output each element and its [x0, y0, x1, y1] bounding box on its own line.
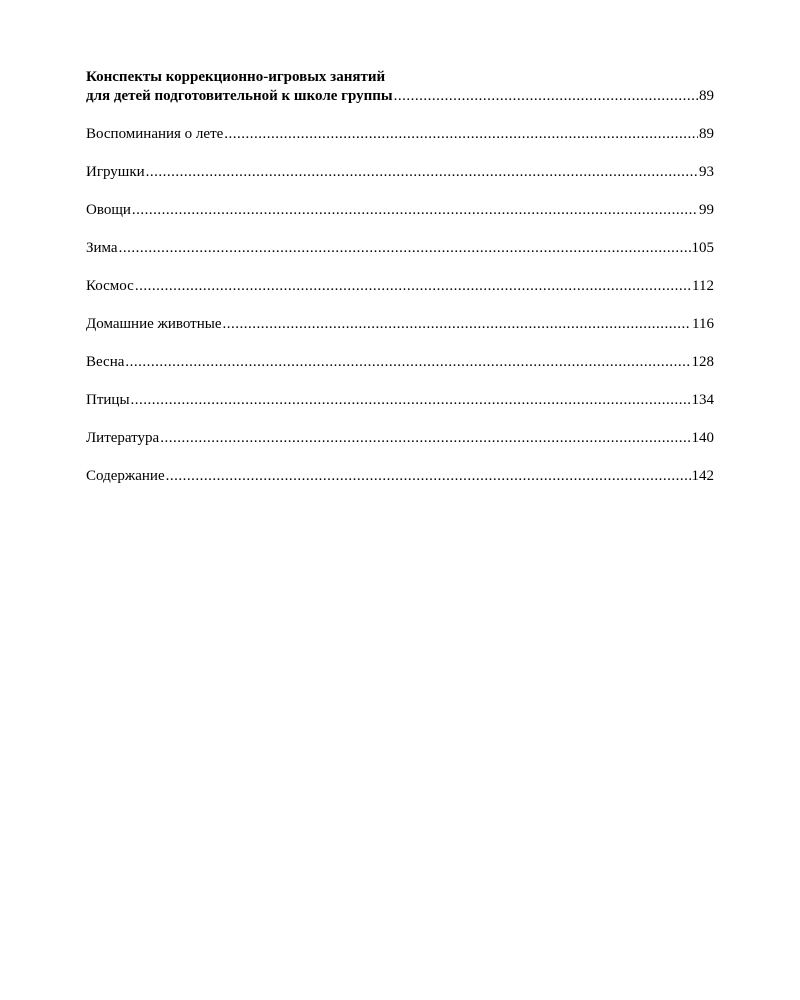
page-number: 142: [691, 468, 714, 484]
toc-entry[interactable]: [86, 277, 714, 296]
page-number: 116: [692, 316, 714, 332]
toc-entry[interactable]: [86, 391, 714, 410]
dot-leader: [131, 391, 691, 410]
dot-leader: [132, 201, 698, 220]
entry-label: Литература: [86, 430, 160, 446]
toc-entry[interactable]: [86, 353, 714, 372]
page-number: 134: [691, 392, 714, 408]
dot-leader: [223, 315, 692, 334]
page-number: 99: [699, 202, 714, 218]
page-number: 89: [699, 88, 714, 104]
entry-label: Домашние животные: [86, 316, 222, 332]
page-number: 128: [691, 354, 714, 370]
dot-leader: [166, 467, 691, 486]
toc-entry[interactable]: [86, 163, 714, 182]
entry-label: Содержание: [86, 468, 165, 484]
toc-entry[interactable]: [86, 201, 714, 220]
page-number: 89: [699, 126, 714, 142]
entry-label: Птицы: [86, 392, 130, 408]
dot-leader: [160, 429, 690, 448]
page-number: 112: [692, 278, 714, 294]
page-number: 105: [691, 240, 714, 256]
toc-entry[interactable]: [86, 125, 714, 144]
entry-label: Космос: [86, 278, 134, 294]
dot-leader: [224, 125, 698, 144]
toc-entry[interactable]: [86, 429, 714, 448]
toc-entry[interactable]: [86, 315, 714, 334]
toc-entry[interactable]: [86, 467, 714, 486]
dot-leader: [146, 163, 698, 182]
entry-label: Зима: [86, 240, 118, 256]
table-of-contents: [86, 68, 714, 486]
entry-label: Игрушки: [86, 164, 145, 180]
entry-label: Воспоминания о лете: [86, 126, 224, 142]
entry-label: Овощи: [86, 202, 131, 218]
dot-leader: [135, 277, 691, 296]
toc-entry-section[interactable]: [86, 87, 714, 106]
dot-leader: [125, 353, 690, 372]
page-number: 140: [691, 430, 714, 446]
section-title-line2: для детей подготовительной к школе группы: [86, 88, 393, 104]
dot-leader: [394, 87, 698, 106]
section-title-line1: Конспекты коррекционно-игровых занятий: [86, 69, 386, 85]
entry-label: Весна: [86, 354, 125, 370]
dot-leader: [119, 239, 691, 258]
toc-entry[interactable]: [86, 239, 714, 258]
page-number: 93: [699, 164, 714, 180]
